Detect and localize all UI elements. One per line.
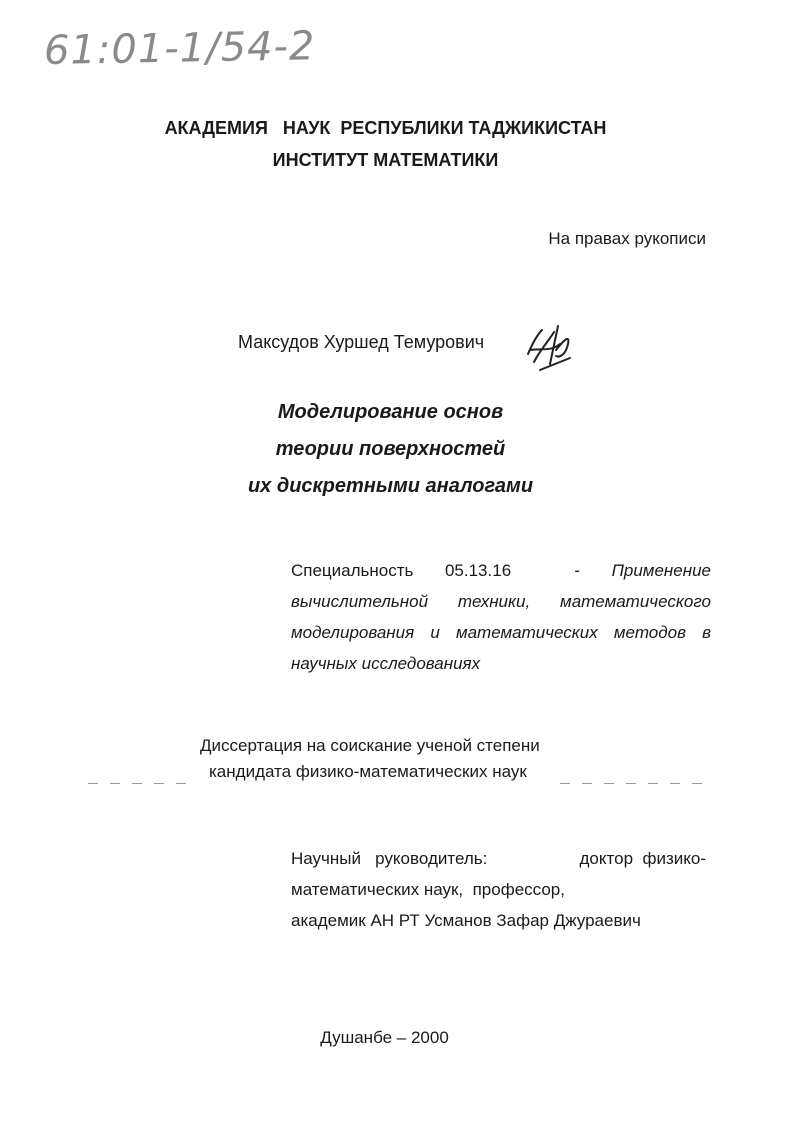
manuscript-rights: На правах рукописи — [548, 229, 706, 248]
supervisor-line-2: математических наук, профессор, — [291, 880, 565, 899]
specialty — [291, 555, 711, 679]
specialty-label: Специальность 05.13.16 - — [291, 561, 612, 580]
place-year: Душанбе – 2000 — [320, 1028, 449, 1047]
specialty-text: Применение вычислительной техники, математического моделирования и математических методов в научных исследованиях — [291, 561, 711, 673]
signature-icon — [520, 320, 580, 380]
institute-name: ИНСТИТУТ МАТЕМАТИКИ — [272, 150, 499, 170]
archive-stamp: 61:01-1/54-2 — [43, 23, 316, 74]
divider-right — [560, 783, 710, 784]
title-line-2: теории поверхностей — [275, 438, 506, 460]
author-name: Максудов Хуршед Темурович — [238, 332, 485, 352]
supervisor-label: Научный руководитель: — [291, 849, 488, 868]
supervisor — [291, 843, 706, 936]
supervisor-degree: доктор физико- — [579, 849, 706, 868]
author-row — [238, 332, 484, 353]
dissertation-line-1: Диссертация на соискание ученой степени — [200, 736, 540, 755]
supervisor-line-3: академик АН РТ Усманов Зафар Джураевич — [291, 911, 641, 930]
dissertation-line-2: кандидата физико-математических наук — [209, 762, 527, 781]
divider-left — [88, 783, 198, 784]
academy-name: АКАДЕМИЯ НАУК РЕСПУБЛИКИ ТАДЖИКИСТАН — [164, 118, 607, 138]
title-line-1: Моделирование основ — [277, 401, 504, 423]
title-line-3: их дискретными аналогами — [247, 475, 534, 497]
